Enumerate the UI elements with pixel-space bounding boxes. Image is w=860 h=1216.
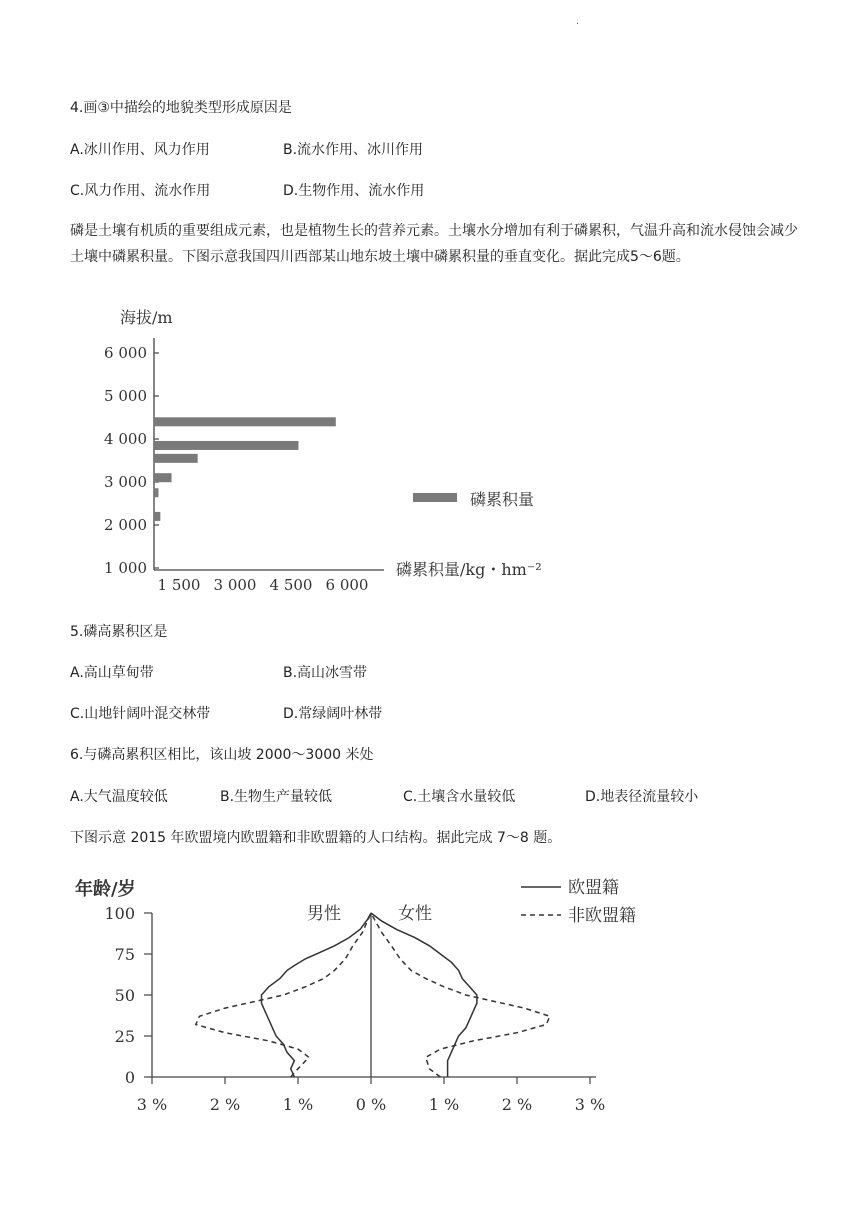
phosphorus-ytick-label: 3 000 xyxy=(104,473,147,491)
phosphorus-xtick-label: 4 500 xyxy=(269,576,313,594)
phosphorus-ytick-label: 2 000 xyxy=(104,516,147,534)
q6-option-d: D.地表径流量较小 xyxy=(585,789,699,805)
pyramid-xtick-label: 1 % xyxy=(428,1095,460,1114)
series-noneu-female xyxy=(371,913,550,1077)
q4-stem: 4.画③中描绘的地貌类型形成原因是 xyxy=(70,100,292,116)
phosphorus-xtick-label: 1 500 xyxy=(157,576,201,594)
phosphorus-ytick-label: 1 000 xyxy=(104,559,147,577)
q4-option-a: A.冰川作用、风力作用 xyxy=(70,142,210,158)
q6-option-b: B.生物生产量较低 xyxy=(220,789,333,805)
pyramid-ytick-label: 50 xyxy=(114,986,135,1005)
phosphorus-legend-label: 磷累积量 xyxy=(470,490,535,509)
q5-stem: 5.磷高累积区是 xyxy=(70,624,168,640)
series-noneu-male xyxy=(196,913,371,1077)
pyramid-ytick-label: 100 xyxy=(104,904,135,923)
pyramid-ylabel: 年龄/岁 xyxy=(75,879,136,900)
pyramid-ytick-label: 0 xyxy=(124,1068,135,1087)
q6-option-c: C.土壤含水量较低 xyxy=(403,789,516,805)
pyramid-xtick-label: 1 % xyxy=(282,1095,314,1114)
q4-option-b: B.流水作用、冰川作用 xyxy=(283,142,424,158)
phosphorus-ylabel: 海拔/m xyxy=(120,308,173,327)
phosphorus-ytick-label: 6 000 xyxy=(104,344,147,362)
legend-noneu-label: 非欧盟籍 xyxy=(568,906,636,926)
pyramid-xtick-label: 0 % xyxy=(355,1095,387,1114)
pyramid-xtick-label: 2 % xyxy=(501,1095,533,1114)
phosphorus-xlabel: 磷累积量/kg・hm⁻² xyxy=(396,560,542,579)
phosphorus-xtick-label: 3 000 xyxy=(213,576,257,594)
phosphorus-ytick-label: 5 000 xyxy=(104,387,147,405)
q4-option-d: D.生物作用、流水作用 xyxy=(283,183,425,199)
q6-option-a: A.大气温度较低 xyxy=(70,789,168,805)
pyramid-ytick-label: 25 xyxy=(114,1027,135,1046)
q6-stem: 6.与磷高累积区相比，该山坡 2000～3000 米处 xyxy=(70,747,374,763)
pyramid-xtick-label: 2 % xyxy=(209,1095,241,1114)
intro-paragraph-population: 下图示意 2015 年欧盟境内欧盟籍和非欧盟籍的人口结构。据此完成 7～8 题。 xyxy=(70,830,562,846)
pyramid-female-label: 女性 xyxy=(398,904,432,924)
q5-option-b: B.高山冰雪带 xyxy=(283,665,368,681)
q5-option-a: A.高山草甸带 xyxy=(70,665,154,681)
pyramid-xtick-label: 3 % xyxy=(574,1095,606,1114)
q5-option-c: C.山地针阔叶混交林带 xyxy=(70,706,211,722)
phosphorus-xtick-label: 6 000 xyxy=(325,576,369,594)
series-eu-male xyxy=(262,913,372,1077)
series-eu-female xyxy=(371,913,477,1077)
pyramid-ytick-label: 75 xyxy=(114,945,135,964)
pyramid-male-label: 男性 xyxy=(307,904,341,924)
pyramid-xtick-label: 3 % xyxy=(136,1095,168,1114)
page-mark: . xyxy=(576,16,580,27)
legend-eu-label: 欧盟籍 xyxy=(568,878,619,898)
q4-option-c: C.风力作用、流水作用 xyxy=(70,183,211,199)
phosphorus-ytick-label: 4 000 xyxy=(104,430,147,448)
q5-option-d: D.常绿阔叶林带 xyxy=(283,706,383,722)
intro-paragraph-phosphorus: 磷是土壤有机质的重要组成元素，也是植物生长的营养元素。土壤水分增加有利于磷累积，气温升高和流水侵蚀会减少土壤中磷累积量。下图示意我国四川西部某山地东坡土壤中磷累积量的垂直变化。据此完成5～6题。 xyxy=(70,223,798,265)
